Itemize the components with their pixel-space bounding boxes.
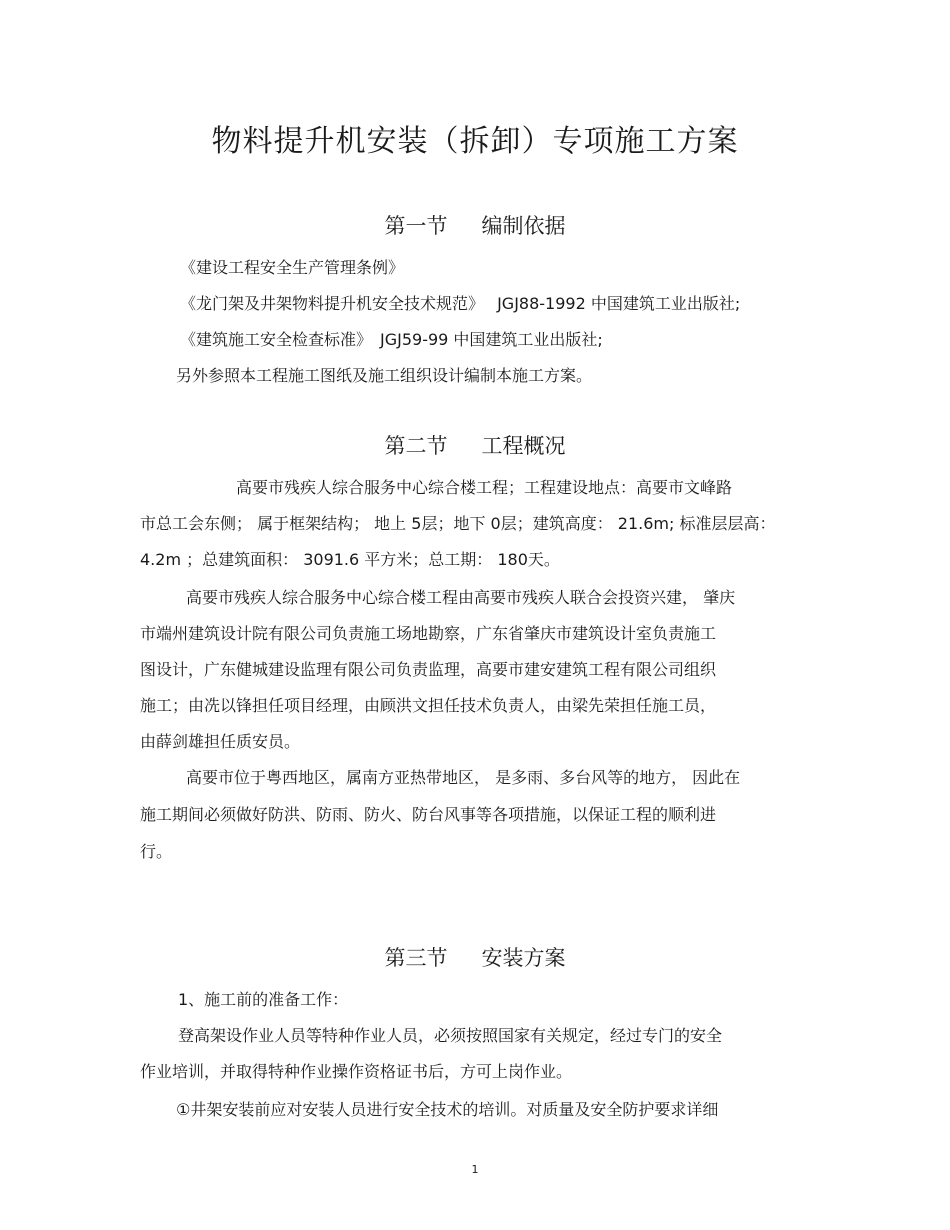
paragraph-line: 市总工会东侧； 属于框架结构； 地上 5层；地下 0层；建筑高度： 21.6m; 标准层层高：	[140, 514, 776, 533]
paragraph-line: 登高架设作业人员等特种作业人员，必须按照国家有关规定，经过专门的安全	[178, 1026, 723, 1045]
section-heading-2	[0, 430, 950, 460]
paragraph-line: 高要市位于粤西地区，属南方亚热带地区， 是多雨、多台风等的地方， 因此在	[186, 768, 741, 787]
section-heading-3	[0, 942, 950, 972]
paragraph-line: 行。	[140, 842, 173, 861]
paragraph-line: 市端州建筑设计院有限公司负责施工场地勘察，广东省肇庆市建筑设计室负责施工	[140, 624, 717, 643]
page-number: 1	[471, 1163, 479, 1176]
paragraph-line: ①井架安装前应对安装人员进行安全技术的培训。对质量及安全防护要求详细	[176, 1100, 719, 1119]
section-number: 第三节	[384, 946, 448, 970]
section-name: 编制依据	[481, 214, 566, 238]
paragraph-line: 高要市残疾人综合服务中心综合楼工程由高要市残疾人联合会投资兴建， 肇庆	[186, 588, 736, 607]
paragraph-line: 4.2m ；总建筑面积： 3091.6 平方米；总工期： 180天。	[140, 550, 560, 569]
section-name: 工程概况	[481, 434, 566, 458]
reference-line: 《建设工程安全生产管理条例》	[180, 258, 405, 277]
paragraph-line: 施工期间必须做好防洪、防雨、防火、防台风事等各项措施，以保证工程的顺利进	[140, 805, 717, 824]
document-title: 物料提升机安装（拆卸）专项施工方案	[211, 124, 739, 159]
reference-line: 《建筑施工安全检查标准》 JGJ59-99 中国建筑工业出版社;	[180, 330, 603, 349]
paragraph-line: 高要市残疾人综合服务中心综合楼工程；工程建设地点：高要市文峰路	[236, 478, 733, 497]
section-number: 第二节	[384, 434, 448, 458]
paragraph-line: 图设计，广东健城建设监理有限公司负责监理，高要市建安建筑工程有限公司组织	[140, 660, 717, 679]
section-heading-1	[0, 210, 950, 240]
paragraph-line: 作业培训，并取得特种作业操作资格证书后，方可上岗作业。	[140, 1062, 573, 1081]
paragraph-line: 由薛剑雄担任质安员。	[140, 732, 301, 751]
reference-line: 《龙门架及井架物料提升机安全技术规范》 JGJ88-1992 中国建筑工业出版社;	[180, 294, 741, 313]
paragraph-line: 施工；由冼以锋担任项目经理，由顾洪文担任技术负责人，由梁先荣担任施工员，	[140, 696, 717, 715]
paragraph-line: 1、施工前的准备工作：	[178, 990, 349, 1009]
paragraph-line: 另外参照本工程施工图纸及施工组织设计编制本施工方案。	[176, 366, 593, 385]
section-number: 第一节	[384, 214, 448, 238]
section-name: 安装方案	[481, 946, 566, 970]
